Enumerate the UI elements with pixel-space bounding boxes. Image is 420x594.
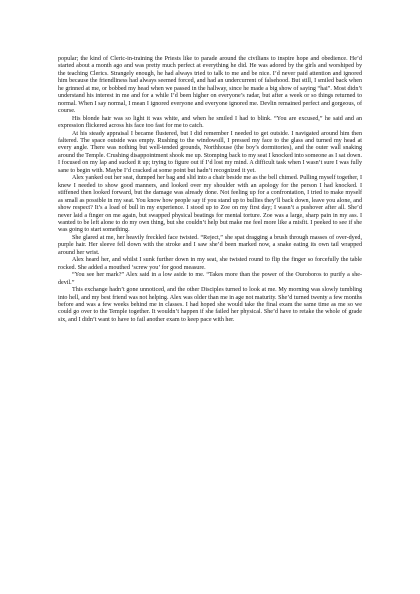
paragraph-3: At his steady appraisal I became flustered, but I did remember I needed to get outside. I navigated around him then faltered. The space outside was empty. Rushing to the windowsill, I pressed my face to the glass and turned my head at every angle. There was nothing but well-tended grounds, Northhouse (the boy’s dormitories), and the outer wall snaking around the Temple. Crushing disappointment shook me up. Stomping back to my seat I knocked into someone as I sat down. I focused on my lap and sucked it up; trying to figure out if I’d lost my mind. A difficult task when I wasn’t sure I was fully sane to begin with. Maybe I’d cracked at some point but hadn’t recognized it yet. [58,130,362,174]
paragraph-6: Alex heard her, and whilst I sunk further down in my seat, she twisted round to flip the finger so forcefully the table rocked. She added a mouthed ‘screw you’ for good measure. [58,257,362,271]
paragraph-5: She glared at me, her heavily freckled face twisted. “Reject,” she spat dragging a brush through masses of over-dyed, purple hair. Her sleeve fell down with the stroke and I saw she’d been marked now, a snake eating its own tail wrapped around her wrist. [58,234,362,256]
paragraph-1: popular; the kind of Cleric-in-training the Priests like to parade around the civilians to inspire hope and obedience. He’d started about a month ago and was pretty much perfect at everything he did. He was adored by the girls and worshiped by the teaching Clerics. Strangely enough, he had always tried to talk to me and be nice. I’d never paid attention and ignored him because the friendliness had always seemed forced, and had an undercurrent of falsehood. But still, I smiled back when he grinned at me, or bobbed my head when we passed in the hallway, since he made a big show of saying “hai”. Most didn’t understand his interest in me and for a while I’d been higher on everyone’s radar, but after a week or so things returned to normal. When I say normal, I mean I ignored everyone and everyone ignored me. Devlin remained perfect and gorgeous, of course. [58,56,362,115]
paragraph-7: “You see her mark?” Alex said in a low aside to me. “Takes more than the power of the Ouroboros to purify a she-devil.” [58,272,362,286]
paragraph-2: His blonde hair was so light it was white, and when he smiled I had to blink. “You are excused,” he said and an expression flickered across his face too fast for me to catch. [58,115,362,130]
paragraph-4: Alex yanked out her seat, dumped her bag and slid into a chair beside me as the bell chimed. Pulling myself together, I knew I needed to show good manners, and looked over my shoulder with an apology for the person I had knocked. I stiffened then looked forward, but the damage was already done. Not feeling up for a confrontation, I tried to make myself as small as possible in my seat. You know how people say if you stand up to bullies they’ll back down, leave you alone, and show respect? It’s a load of bull in my experience. I stood up to Zoe on my first day; I wasn’t a pushover after all. She’d never laid a finger on me again, but swapped physical beatings for mental torture. Zoe was a large, sharp pain in my ass. I wanted to be left alone to do my own thing, but she couldn’t help but make me feel more like a misfit. I peeked to see if she was going to start something. [58,175,362,234]
body-text [58,56,362,324]
paragraph-8: This exchange hadn’t gone unnoticed, and the other Disciples turned to look at me. My morning was slowly tumbling into hell, and my best friend was not helping. Alex was older than me in age not maturity. She’d turned twenty a few months before and was a few weeks behind me in classes. I had hoped she would take the final exam the same time as me so we could go over to the Temple together. It wouldn’t happen if she failed her physical. She’d have to retake the whole of grade six, and I didn’t want to have to fail another exam to keep pace with her. [58,287,362,323]
